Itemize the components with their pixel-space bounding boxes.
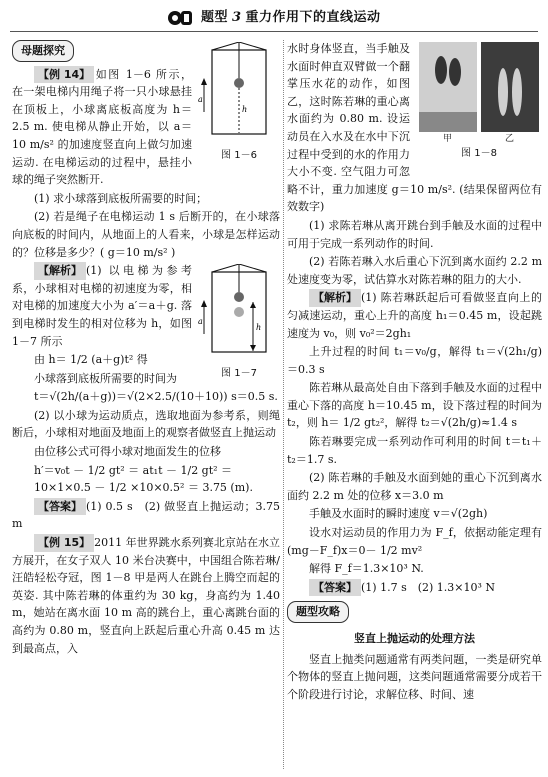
left-column	[12, 40, 280, 769]
answer-14: 【答案】 (1) 0.5 s (2) 做竖直上抛运动；3.75 m	[12, 499, 280, 531]
example-15-q1: (1) 求陈若琳从离开跳台到手触及水面的过程中可用于完成一系列动作的时间.	[287, 218, 542, 250]
right-column	[287, 40, 542, 769]
figure-1-7	[198, 264, 280, 382]
diving-photo-right: 乙	[481, 42, 539, 132]
column-divider	[283, 40, 284, 769]
analysis-14-tag: 【解析】	[34, 262, 86, 280]
section-tag-mother-problem: 母题探究	[12, 40, 74, 62]
answer-14-tag: 【答案】	[34, 498, 86, 516]
analysis-15-2: 陈若琳从最高处自由下落到手触及水面的过程中重心下落的高度 h＝10.45 m，设下落过程的时间为 t₂，则 h＝ 1/2 gt₂²，解得 t₂＝√(2h/g)≈1.4 s	[287, 381, 542, 430]
strategy-title: 竖直上抛运动的处理方法	[354, 632, 475, 645]
analysis-15-4: (2) 陈若琳的手触及水面到她的重心下沉到离水面约 2.2 m 处的位移 x＝3.0 m	[287, 471, 542, 502]
figure-1-6	[198, 42, 280, 164]
analysis-15-5: 手触及水面时的瞬时速度 v＝√(2gh)	[309, 507, 488, 521]
svg-text:a: a	[198, 317, 203, 327]
analysis-14-2: 小球落到底板所需要的时间为	[34, 371, 177, 385]
elevator-diagram-2	[198, 264, 280, 360]
example-14-tag: 【例 14】	[34, 66, 94, 84]
svg-text:h: h	[256, 323, 262, 333]
analysis-15-1: 【解析】 (1) 陈若琳跃起后可看做竖直向上的匀减速运动，重心上升的高度 h₁＝0.45 m，设起跳速度为 v₀，则 v₀²＝2gh₁	[287, 291, 542, 340]
header-rule	[10, 31, 538, 32]
analysis-14-3: (2) 以小球为运动质点，选取地面为参考系，则绳断后，小球相对地面及地面上的观察者做竖直上抛运动	[12, 408, 280, 440]
page-header	[0, 8, 548, 30]
svg-text:a: a	[198, 95, 203, 104]
example-15-tag: 【例 15】	[34, 534, 94, 552]
formula-14-1: 由 h＝ 1/2 (a＋g)t² 得	[34, 353, 148, 367]
svg-text:h: h	[242, 105, 248, 114]
formula-14-3: h′＝v₀t － 1/2 gt² ＝ at₁t － 1/2 gt² ＝ 10×1×0.5 － 1/2 ×10×0.5² ＝ 3.75 (m).	[34, 463, 253, 495]
example-15-cont: 水时身体竖直，当手触及水面时伸直双臂做一个翻掌压水花的动作，如图乙，这时陈若琳的重心离水面约为 0.80 m. 设运动员在入水及在水中下沉过程中受到的水的作用力大小不变. 空气阻力可忽略不计，重力加速度 g＝10 m/s². (结果保留两位有效数字)	[287, 42, 542, 214]
analysis-15-tag: 【解析】	[309, 289, 361, 307]
analysis-15-7: 解得 F_f＝1.3×10³ N.	[309, 562, 424, 576]
page-title: 题型 3 重力作用下的直线运动	[200, 10, 381, 25]
example-14-text: 【例 14】 如图 1－6 所示，在一架电梯内用绳子将一只小球悬挂在顶板上，小球离底板高度为 h＝2.5 m. 使电梯从静止开始，以 a＝10 m/s² 的加速度竖直向上做匀加速运动. 在电梯运动的过程中，悬挂小球的绳子突然断开.	[12, 67, 192, 187]
elevator-diagram-1	[198, 42, 280, 142]
diving-photo-left: 甲	[419, 42, 477, 132]
formula-14-2: t＝√(2h/(a＋g))＝√(2×2.5/(10＋10)) s＝0.5 s.	[34, 390, 278, 404]
type-logo-icon	[167, 9, 193, 27]
figure-1-6-caption: 图 1－6	[221, 149, 257, 161]
analysis-15-3: 陈若琳要完成一系列动作可利用的时间 t＝t₁＋t₂＝1.7 s.	[287, 435, 542, 466]
analysis-15-6: 设水对运动员的作用力为 F_f，依据动能定理有 (mg－F_f)x＝0－ 1/2 mv²	[287, 526, 542, 557]
example-15-q2: (2) 若陈若琳入水后重心下沉到离水面约 2.2 m 处速度变为零，试估算水对陈若琳的阻力的大小.	[287, 255, 542, 286]
analysis-14-1: 【解析】 (1) 以电梯为参考系，小球相对电梯的初速度为零，相对电梯的加速度大小为 a′＝a＋g. 落到电梯时发生的相对位移为 h，如图 1－7 所示	[12, 264, 192, 348]
figure-1-8	[416, 42, 542, 162]
figure-1-8-caption: 图 1－8	[461, 148, 497, 159]
answer-15-tag: 【答案】	[309, 579, 361, 597]
formula-15-1: 上升过程的时间 t₁＝v₀/g，解得 t₁＝√(2h₁/g)＝0.3 s	[287, 345, 542, 376]
example-15-text: 【例 15】 2011 年世界跳水系列赛北京站在水立方展开，在女子双人 10 米台决赛中，中国组合陈若琳/汪皓轻松夺冠，图 1－8 甲是两人在跳台上腾空而起的英姿. 其中陈若琳的体重约为 30 kg，身高约为 1.40 m，她站在离水面 10 m 高的跳台上，重心离跳台面的高约为 0.80 m，竖直向上跃起后重心升高 0.45 m 达到最高点，入	[12, 536, 280, 655]
figure-1-7-caption: 图 1－7	[221, 367, 257, 379]
example-14-q2: (2) 若是绳子在电梯运动 1 s 后断开的，在小球落向底板的时间内，从地面上的人看来，小球是怎样运动的？位移是多少？( g＝10 m/s² )	[12, 210, 280, 259]
section-tag-strategy: 题型攻略	[287, 601, 349, 623]
answer-15: 【答案】 (1) 1.7 s (2) 1.3×10³ N	[287, 579, 542, 597]
example-14-q1: (1) 求小球落到底板所需要的时间；	[34, 191, 208, 205]
strategy-text: 竖直上抛类问题通常有两类问题，一类是研究单个物体的竖直上抛问题，这类问题通常需要分成若干个阶段进行讨论，求解位移、时间、速	[287, 652, 542, 701]
analysis-14-4: 由位移公式可得小球对地面发生的位移	[34, 445, 221, 459]
